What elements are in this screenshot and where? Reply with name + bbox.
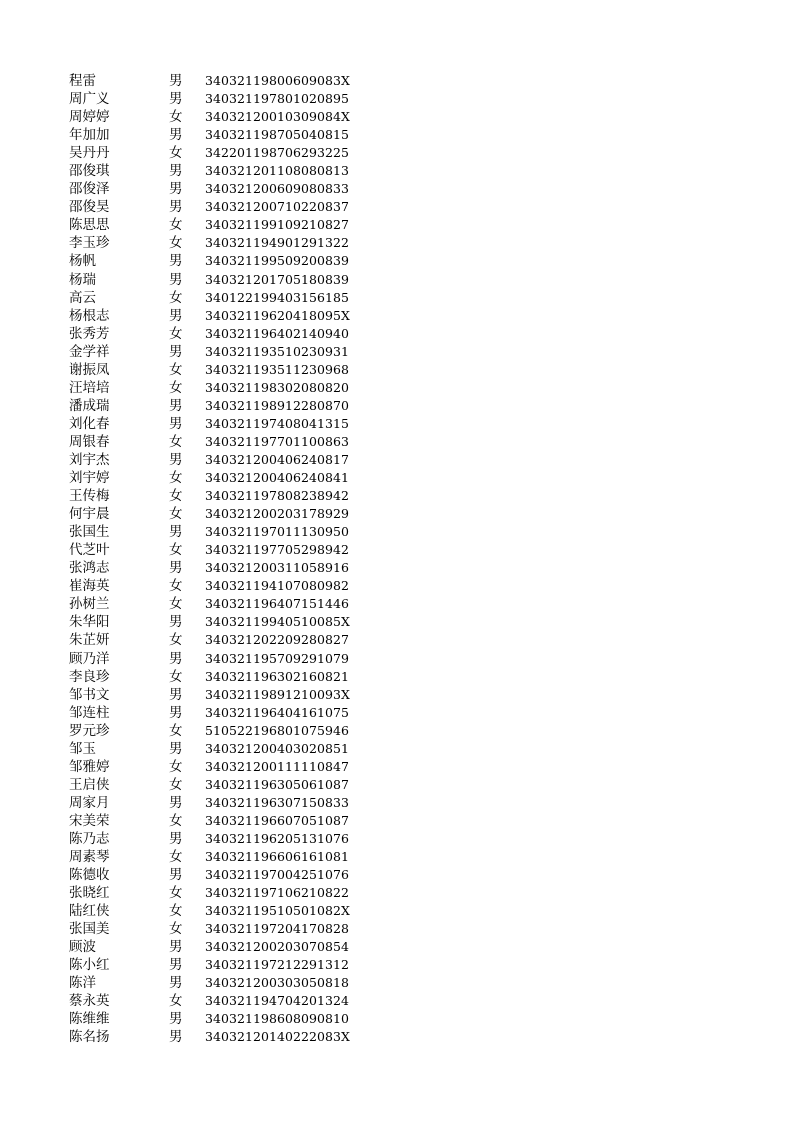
person-name-cell: 朱芷妍	[69, 632, 110, 649]
table-row	[0, 162, 793, 180]
table-row	[0, 920, 793, 938]
person-name-cell: 杨瑞	[69, 271, 96, 288]
id-number-cell: 340321196205131076	[205, 830, 350, 846]
id-number-cell: 340321195709291079	[205, 650, 350, 666]
gender-cell: 女	[169, 903, 183, 920]
gender-cell: 女	[169, 361, 183, 378]
gender-cell: 男	[169, 253, 183, 270]
table-row	[0, 650, 793, 668]
table-row	[0, 451, 793, 469]
table-row	[0, 1028, 793, 1046]
gender-cell: 男	[169, 1011, 183, 1028]
table-row	[0, 577, 793, 595]
person-name-cell: 陈维维	[69, 1011, 110, 1028]
id-number-cell: 340321200406240841	[205, 470, 350, 486]
person-name-cell: 陈思思	[69, 217, 110, 234]
person-name-cell: 张秀芳	[69, 325, 110, 342]
id-number-cell: 340321200311058916	[205, 560, 350, 576]
id-number-cell: 340321198302080820	[205, 379, 350, 395]
person-name-cell: 王启侠	[69, 776, 110, 793]
id-number-cell: 340321198912280870	[205, 397, 350, 413]
id-number-cell: 342201198706293225	[205, 145, 350, 161]
table-row	[0, 307, 793, 325]
person-name-cell: 邹雅婷	[69, 758, 110, 775]
gender-cell: 女	[169, 668, 183, 685]
gender-cell: 男	[169, 524, 183, 541]
gender-cell: 女	[169, 235, 183, 252]
id-number-cell: 340321199109210827	[205, 217, 350, 233]
gender-cell: 女	[169, 885, 183, 902]
person-name-cell: 年加加	[69, 127, 110, 144]
gender-cell: 女	[169, 632, 183, 649]
person-name-cell: 李良珍	[69, 668, 110, 685]
person-name-cell: 张晓红	[69, 885, 110, 902]
id-number-cell: 340321197011130950	[205, 524, 350, 540]
person-name-cell: 邹玉	[69, 740, 96, 757]
id-number-cell: 340321199509200839	[205, 253, 350, 269]
gender-cell: 男	[169, 686, 183, 703]
table-row	[0, 415, 793, 433]
gender-cell: 女	[169, 722, 183, 739]
person-name-cell: 何宇晨	[69, 506, 110, 523]
gender-cell: 女	[169, 145, 183, 162]
gender-cell: 男	[169, 397, 183, 414]
gender-cell: 女	[169, 325, 183, 342]
id-number-cell: 34032119940510085X	[205, 614, 350, 630]
id-number-cell: 34032119891210093X	[205, 686, 350, 702]
person-name-cell: 谢振凤	[69, 361, 110, 378]
table-row	[0, 1010, 793, 1028]
gender-cell: 男	[169, 794, 183, 811]
id-number-cell: 34032119620418095X	[205, 307, 350, 323]
person-name-cell: 李玉珍	[69, 235, 110, 252]
person-name-cell: 刘宇婷	[69, 470, 110, 487]
gender-cell: 男	[169, 614, 183, 631]
table-row	[0, 956, 793, 974]
id-number-cell: 340321200609080833	[205, 181, 350, 197]
gender-cell: 女	[169, 849, 183, 866]
id-number-cell: 340321196302160821	[205, 668, 350, 684]
person-name-cell: 陈乃志	[69, 830, 110, 847]
person-name-cell: 刘化春	[69, 415, 110, 432]
person-name-cell: 程雷	[69, 73, 96, 89]
id-number-cell: 340321202209280827	[205, 632, 350, 648]
gender-cell: 男	[169, 830, 183, 847]
id-number-cell: 340321197408041315	[205, 415, 350, 431]
table-row	[0, 722, 793, 740]
id-number-cell: 340321200111110847	[205, 758, 350, 774]
table-row	[0, 361, 793, 379]
gender-cell: 男	[169, 307, 183, 324]
person-name-cell: 宋美荣	[69, 812, 110, 829]
table-row	[0, 992, 793, 1010]
gender-cell: 男	[169, 127, 183, 144]
person-name-cell: 陆红侠	[69, 903, 110, 920]
person-name-cell: 张国生	[69, 524, 110, 541]
id-number-cell: 340321196402140940	[205, 325, 350, 341]
table-row	[0, 72, 793, 90]
person-name-cell: 杨根志	[69, 307, 110, 324]
table-row	[0, 379, 793, 397]
person-name-cell: 周广义	[69, 91, 110, 108]
id-number-cell: 340321194107080982	[205, 578, 350, 594]
id-number-cell: 340321197204170828	[205, 921, 350, 937]
person-name-cell: 陈洋	[69, 975, 96, 992]
table-row	[0, 433, 793, 451]
id-number-cell: 340321200406240817	[205, 451, 350, 467]
table-row	[0, 505, 793, 523]
id-number-cell: 340321200203070854	[205, 939, 350, 955]
gender-cell: 男	[169, 957, 183, 974]
person-name-cell: 张鸿志	[69, 560, 110, 577]
id-number-cell: 340321197801020895	[205, 91, 350, 107]
person-name-cell: 代芝叶	[69, 542, 110, 559]
person-name-cell: 朱华阳	[69, 614, 110, 631]
table-row	[0, 884, 793, 902]
table-row	[0, 144, 793, 162]
person-name-cell: 崔海英	[69, 578, 110, 595]
id-number-cell: 340321194901291322	[205, 235, 350, 251]
table-row	[0, 469, 793, 487]
table-row	[0, 758, 793, 776]
table-row	[0, 90, 793, 108]
gender-cell: 女	[169, 488, 183, 505]
person-name-cell: 周银春	[69, 433, 110, 450]
gender-cell: 男	[169, 415, 183, 432]
person-name-cell: 潘成瑞	[69, 397, 110, 414]
gender-cell: 男	[169, 271, 183, 288]
id-number-cell: 340321200203178929	[205, 506, 350, 522]
person-name-cell: 孙树兰	[69, 596, 110, 613]
gender-cell: 女	[169, 433, 183, 450]
table-row	[0, 794, 793, 812]
table-row	[0, 487, 793, 505]
table-row	[0, 902, 793, 920]
id-number-cell: 34032119800609083X	[205, 73, 350, 88]
person-name-cell: 陈小红	[69, 957, 110, 974]
id-number-cell: 340321196407151446	[205, 596, 350, 612]
id-number-cell: 340321197004251076	[205, 867, 350, 883]
gender-cell: 男	[169, 939, 183, 956]
gender-cell: 男	[169, 343, 183, 360]
table-row	[0, 108, 793, 126]
id-number-cell: 340321198705040815	[205, 127, 350, 143]
table-row	[0, 848, 793, 866]
table-row	[0, 252, 793, 270]
table-row	[0, 595, 793, 613]
person-name-cell: 邹书文	[69, 686, 110, 703]
table-row	[0, 289, 793, 307]
table-row	[0, 343, 793, 361]
id-number-cell: 340321197212291312	[205, 957, 350, 973]
gender-cell: 女	[169, 812, 183, 829]
id-number-cell: 340321197106210822	[205, 885, 350, 901]
id-number-cell: 340122199403156185	[205, 289, 350, 305]
person-name-cell: 王传梅	[69, 488, 110, 505]
gender-cell: 女	[169, 596, 183, 613]
gender-cell: 女	[169, 578, 183, 595]
person-name-cell: 高云	[69, 289, 96, 306]
person-name-cell: 周素琴	[69, 849, 110, 866]
table-row	[0, 523, 793, 541]
gender-cell: 男	[169, 73, 183, 89]
table-row	[0, 216, 793, 234]
person-name-cell: 汪培培	[69, 379, 110, 396]
id-number-cell: 340321194704201324	[205, 993, 350, 1009]
gender-cell: 男	[169, 650, 183, 667]
gender-cell: 女	[169, 921, 183, 938]
person-name-cell: 金学祥	[69, 343, 110, 360]
person-name-cell: 吴丹丹	[69, 145, 110, 162]
gender-cell: 男	[169, 560, 183, 577]
gender-cell: 男	[169, 163, 183, 180]
id-number-cell: 510522196801075946	[205, 722, 350, 738]
gender-cell: 男	[169, 740, 183, 757]
id-number-cell: 340321200403020851	[205, 740, 350, 756]
gender-cell: 男	[169, 91, 183, 108]
person-name-cell: 邹连柱	[69, 704, 110, 721]
id-number-cell: 340321196606161081	[205, 849, 350, 865]
table-row	[0, 559, 793, 577]
gender-cell: 女	[169, 758, 183, 775]
gender-cell: 女	[169, 379, 183, 396]
id-number-cell: 340321196307150833	[205, 794, 350, 810]
person-name-cell: 顾乃洋	[69, 650, 110, 667]
gender-cell: 男	[169, 181, 183, 198]
id-number-cell: 340321198608090810	[205, 1011, 350, 1027]
table-row	[0, 974, 793, 992]
person-name-cell: 周家月	[69, 794, 110, 811]
table-row	[0, 180, 793, 198]
id-number-cell: 340321197808238942	[205, 488, 350, 504]
id-number-cell: 340321196607051087	[205, 812, 350, 828]
person-name-cell: 邵俊泽	[69, 181, 110, 198]
person-name-cell: 陈名扬	[69, 1029, 110, 1046]
table-row	[0, 631, 793, 649]
gender-cell: 男	[169, 451, 183, 468]
gender-cell: 女	[169, 542, 183, 559]
gender-cell: 女	[169, 217, 183, 234]
gender-cell: 女	[169, 993, 183, 1010]
id-number-cell: 340321200303050818	[205, 975, 350, 991]
gender-cell: 男	[169, 704, 183, 721]
person-name-cell: 罗元珍	[69, 722, 110, 739]
table-row	[0, 704, 793, 722]
id-number-cell: 34032120140222083X	[205, 1029, 350, 1045]
table-row	[0, 126, 793, 144]
id-number-cell: 34032120010309084X	[205, 109, 350, 125]
table-row	[0, 198, 793, 216]
table-row	[0, 740, 793, 758]
id-number-cell: 340321193510230931	[205, 343, 350, 359]
gender-cell: 女	[169, 470, 183, 487]
id-number-cell: 340321200710220837	[205, 199, 350, 215]
table-row	[0, 613, 793, 631]
table-row	[0, 541, 793, 559]
person-name-cell: 杨帆	[69, 253, 96, 270]
table-row	[0, 397, 793, 415]
person-name-cell: 蔡永英	[69, 993, 110, 1010]
gender-cell: 男	[169, 867, 183, 884]
person-name-cell: 陈德收	[69, 867, 110, 884]
gender-cell: 女	[169, 109, 183, 126]
id-number-cell: 340321196305061087	[205, 776, 350, 792]
person-name-cell: 顾波	[69, 939, 96, 956]
gender-cell: 女	[169, 776, 183, 793]
table-row	[0, 271, 793, 289]
person-name-cell: 刘宇杰	[69, 451, 110, 468]
table-row	[0, 686, 793, 704]
id-number-cell: 340321201108080813	[205, 163, 350, 179]
person-name-cell: 邵俊琪	[69, 163, 110, 180]
gender-cell: 男	[169, 975, 183, 992]
roster-sheet	[0, 72, 793, 1047]
table-row	[0, 668, 793, 686]
table-row	[0, 234, 793, 252]
person-name-cell: 周婷婷	[69, 109, 110, 126]
table-row	[0, 776, 793, 794]
person-name-cell: 邵俊昊	[69, 199, 110, 216]
table-row	[0, 938, 793, 956]
table-row	[0, 812, 793, 830]
id-number-cell: 340321196404161075	[205, 704, 350, 720]
id-number-cell: 34032119510501082X	[205, 903, 350, 919]
id-number-cell: 340321197705298942	[205, 542, 350, 558]
id-number-cell: 340321201705180839	[205, 271, 350, 287]
gender-cell: 男	[169, 1029, 183, 1046]
id-number-cell: 340321193511230968	[205, 361, 350, 377]
id-number-cell: 340321197701100863	[205, 433, 350, 449]
gender-cell: 女	[169, 289, 183, 306]
table-row	[0, 325, 793, 343]
table-row	[0, 866, 793, 884]
person-name-cell: 张国美	[69, 921, 110, 938]
gender-cell: 女	[169, 506, 183, 523]
gender-cell: 男	[169, 199, 183, 216]
table-row	[0, 830, 793, 848]
